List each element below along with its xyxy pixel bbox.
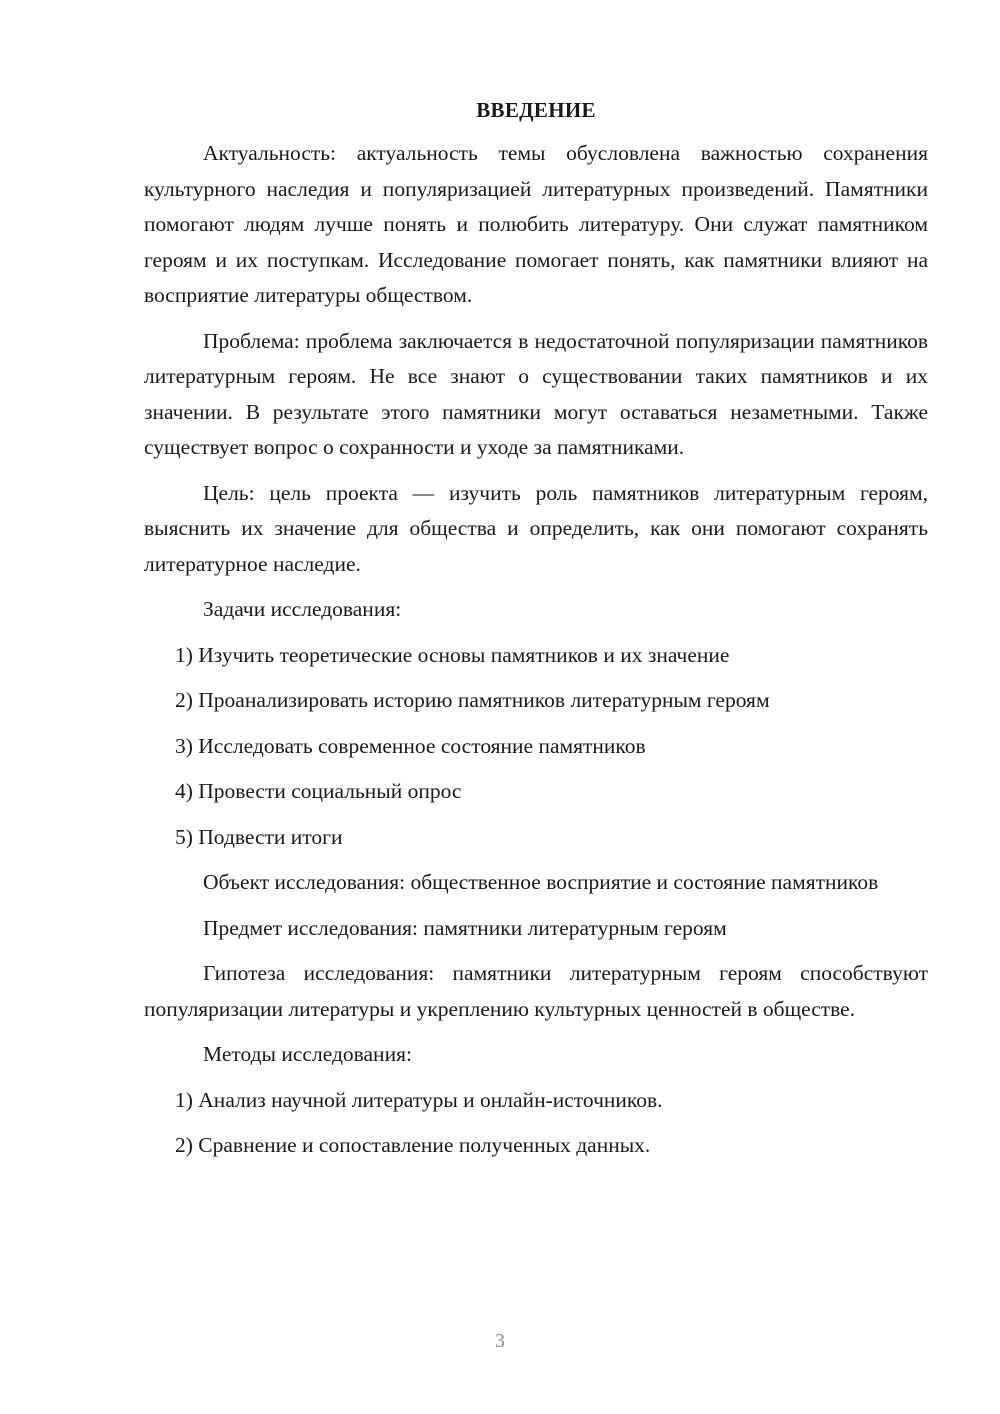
list-item: 1) Анализ научной литературы и онлайн-источников. [175, 1087, 663, 1112]
list-item: 1) Изучить теоретические основы памятников и их значение [175, 642, 730, 667]
relevance-paragraph: Актуальность: актуальность темы обусловлена важностью сохранения культурного наследия и популяризацией литературных произведений. Памятники помогают людям лучше понять и полюбить литературу. Они служат памятником героям и их поступкам. Исследование помогает понять, как памятники влияют на восприятие литературы обществом. [144, 141, 928, 307]
list-item: 3) Исследовать современное состояние памятников [175, 733, 646, 758]
goal-paragraph: Цель: цель проекта — изучить роль памятников литературным героям, выяснить их значение для общества и определить, как они помогают сохранять литературное наследие. [144, 480, 928, 576]
list-item: 5) Подвести итоги [175, 824, 343, 849]
list-item: 2) Сравнение и сопоставление полученных данных. [175, 1133, 651, 1157]
document-page [144, 92, 928, 1174]
methods-list [144, 1083, 928, 1164]
hypothesis-paragraph: Гипотеза исследования: памятники литературным героям способствуют популяризации литературы и укреплению культурных ценностей в обществе. [144, 961, 928, 1021]
list-item: 2) Проанализировать историю памятников литературным героям [175, 688, 770, 712]
page-number: 3 [495, 1330, 505, 1352]
subject-paragraph: Предмет исследования: памятники литературным героям [203, 915, 727, 940]
list-item: 4) Провести социальный опрос [175, 779, 462, 803]
tasks-label: Задачи исследования: [203, 597, 402, 621]
object-paragraph: Объект исследования: общественное восприятие и состояние памятников [203, 870, 879, 894]
tasks-list [144, 638, 928, 856]
problem-paragraph: Проблема: проблема заключается в недостаточной популяризации памятников литературным героям. Не все знают о существовании таких памятников и их значении. В результате этого памятники могут оставаться незаметными. Также существует вопрос о сохранности и уходе за памятниками. [144, 328, 928, 459]
section-title: ВВЕДЕНИЕ [476, 98, 596, 122]
methods-label: Методы исследования: [203, 1042, 412, 1066]
